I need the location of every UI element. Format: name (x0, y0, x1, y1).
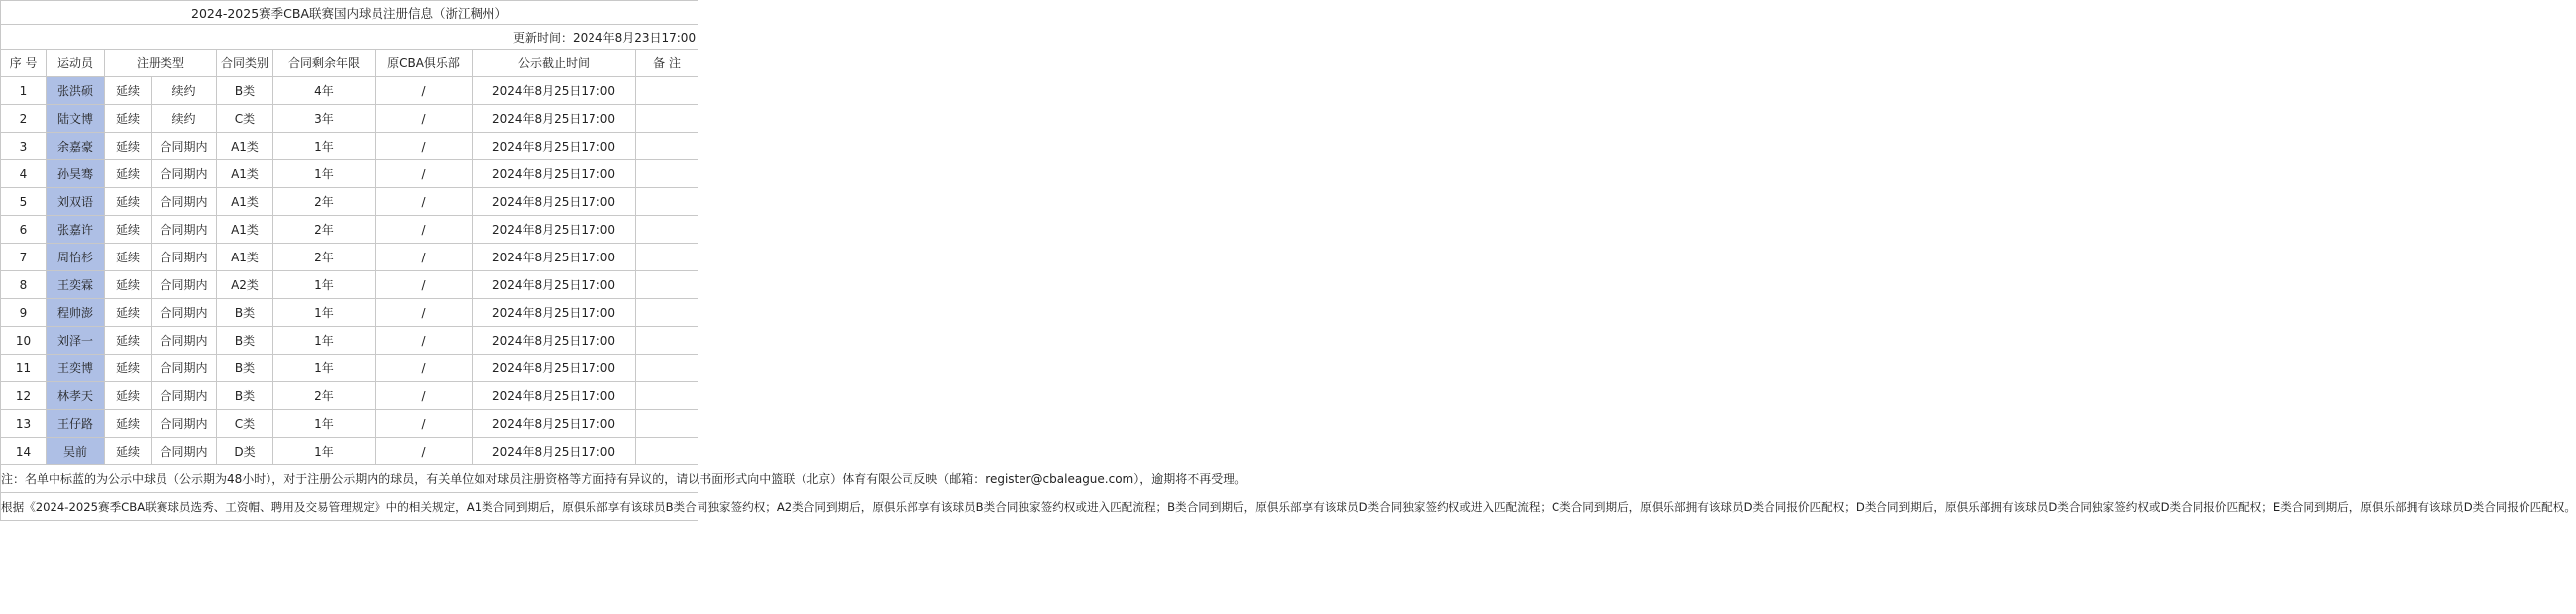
table-row (1, 105, 698, 133)
cell-remark (636, 271, 698, 299)
cell-former-club: / (376, 188, 473, 216)
cell-years: 2年 (273, 216, 376, 244)
cell-years: 1年 (273, 410, 376, 438)
cell-reg-sub: 合同期内 (152, 299, 217, 327)
cell-remark (636, 327, 698, 355)
table-row (1, 271, 698, 299)
cell-seq: 9 (1, 299, 47, 327)
cell-reg-sub: 合同期内 (152, 410, 217, 438)
cell-former-club: / (376, 271, 473, 299)
cell-player: 孙昊骞 (47, 160, 105, 188)
cell-seq: 14 (1, 438, 47, 465)
header-reg-type: 注册类型 (105, 50, 217, 77)
cell-reg-sub: 合同期内 (152, 216, 217, 244)
cell-years: 3年 (273, 105, 376, 133)
cell-reg-sub: 合同期内 (152, 188, 217, 216)
cell-seq: 7 (1, 244, 47, 271)
cell-player: 张嘉许 (47, 216, 105, 244)
cell-contract: B类 (217, 299, 273, 327)
cell-deadline: 2024年8月25日17:00 (473, 105, 636, 133)
cell-years: 2年 (273, 188, 376, 216)
cell-reg: 延续 (105, 105, 152, 133)
cell-seq: 5 (1, 188, 47, 216)
cell-contract: C类 (217, 105, 273, 133)
cell-player: 刘双语 (47, 188, 105, 216)
header-deadline: 公示截止时间 (473, 50, 636, 77)
cell-former-club: / (376, 244, 473, 271)
table-row (1, 244, 698, 271)
cell-years: 1年 (273, 355, 376, 382)
cell-player: 刘泽一 (47, 327, 105, 355)
cell-former-club: / (376, 327, 473, 355)
cell-years: 1年 (273, 438, 376, 465)
cell-reg-sub: 合同期内 (152, 133, 217, 160)
cell-deadline: 2024年8月25日17:00 (473, 438, 636, 465)
cell-years: 1年 (273, 160, 376, 188)
cell-remark (636, 410, 698, 438)
cell-player: 王仔路 (47, 410, 105, 438)
cell-reg: 延续 (105, 244, 152, 271)
cell-reg: 延续 (105, 216, 152, 244)
cell-remark (636, 188, 698, 216)
cell-player: 林孝天 (47, 382, 105, 410)
cell-remark (636, 244, 698, 271)
table-row (1, 133, 698, 160)
cell-reg: 延续 (105, 410, 152, 438)
cell-former-club: / (376, 299, 473, 327)
table-row (1, 355, 698, 382)
cell-deadline: 2024年8月25日17:00 (473, 299, 636, 327)
table-row (1, 438, 698, 465)
cell-reg: 延续 (105, 327, 152, 355)
cell-remark (636, 382, 698, 410)
cell-player: 程帅澎 (47, 299, 105, 327)
cell-former-club: / (376, 160, 473, 188)
cell-reg-sub: 合同期内 (152, 160, 217, 188)
page-title: 2024-2025赛季CBA联赛国内球员注册信息（浙江稠州） (1, 1, 698, 25)
cell-former-club: / (376, 382, 473, 410)
cell-reg: 延续 (105, 133, 152, 160)
cell-years: 2年 (273, 244, 376, 271)
cell-reg-sub: 合同期内 (152, 438, 217, 465)
cell-remark (636, 216, 698, 244)
table-row (1, 299, 698, 327)
cell-reg: 延续 (105, 299, 152, 327)
cell-contract: B类 (217, 327, 273, 355)
cell-former-club: / (376, 438, 473, 465)
cell-deadline: 2024年8月25日17:00 (473, 133, 636, 160)
cell-contract: B类 (217, 382, 273, 410)
cell-reg: 延续 (105, 271, 152, 299)
cell-reg-sub: 合同期内 (152, 244, 217, 271)
table-row (1, 77, 698, 105)
cell-reg-sub: 合同期内 (152, 382, 217, 410)
cell-player: 吴前 (47, 438, 105, 465)
cell-reg-sub: 续约 (152, 105, 217, 133)
header-years-left: 合同剩余年限 (273, 50, 376, 77)
cell-deadline: 2024年8月25日17:00 (473, 160, 636, 188)
table-row (1, 327, 698, 355)
cell-deadline: 2024年8月25日17:00 (473, 271, 636, 299)
cell-contract: B类 (217, 355, 273, 382)
cell-seq: 10 (1, 327, 47, 355)
cell-deadline: 2024年8月25日17:00 (473, 382, 636, 410)
cell-reg-sub: 续约 (152, 77, 217, 105)
cell-seq: 4 (1, 160, 47, 188)
cell-remark (636, 105, 698, 133)
cell-reg: 延续 (105, 355, 152, 382)
cell-years: 1年 (273, 327, 376, 355)
header-row (1, 50, 698, 77)
cell-player: 陆文博 (47, 105, 105, 133)
cell-reg-sub: 合同期内 (152, 355, 217, 382)
cell-remark (636, 438, 698, 465)
cell-reg-sub: 合同期内 (152, 327, 217, 355)
cell-deadline: 2024年8月25日17:00 (473, 355, 636, 382)
cell-contract: A1类 (217, 133, 273, 160)
cell-remark (636, 355, 698, 382)
cell-player: 周怡杉 (47, 244, 105, 271)
cell-seq: 3 (1, 133, 47, 160)
cell-reg: 延续 (105, 77, 152, 105)
cell-seq: 2 (1, 105, 47, 133)
note-text: 注：名单中标蓝的为公示中球员（公示期为48小时），对于注册公示期内的球员，有关单位如对球员注册资格等方面持有异议的，请以书面形式向中篮联（北京）体育有限公司反映（邮箱：register@cbaleague.com），逾期将不再受理。 (1, 465, 698, 493)
cell-seq: 13 (1, 410, 47, 438)
cell-player: 王奕博 (47, 355, 105, 382)
cell-deadline: 2024年8月25日17:00 (473, 244, 636, 271)
cell-remark (636, 133, 698, 160)
cell-contract: D类 (217, 438, 273, 465)
table-row (1, 188, 698, 216)
table-row (1, 382, 698, 410)
cell-contract: A1类 (217, 216, 273, 244)
table-row (1, 216, 698, 244)
cell-former-club: / (376, 216, 473, 244)
cell-reg: 延续 (105, 160, 152, 188)
cell-player: 余嘉豪 (47, 133, 105, 160)
cell-remark (636, 299, 698, 327)
table-row (1, 410, 698, 438)
cell-remark (636, 160, 698, 188)
table-row (1, 160, 698, 188)
cell-deadline: 2024年8月25日17:00 (473, 216, 636, 244)
cell-years: 1年 (273, 271, 376, 299)
cell-years: 4年 (273, 77, 376, 105)
cell-player: 张洪硕 (47, 77, 105, 105)
cell-seq: 11 (1, 355, 47, 382)
cell-contract: A1类 (217, 160, 273, 188)
cell-contract: A2类 (217, 271, 273, 299)
cell-seq: 8 (1, 271, 47, 299)
cell-former-club: / (376, 105, 473, 133)
cell-deadline: 2024年8月25日17:00 (473, 188, 636, 216)
rules-text: 根据《2024-2025赛季CBA联赛球员选秀、工资帽、聘用及交易管理规定》中的相关规定，A1类合同到期后，原俱乐部享有该球员B类合同独家签约权；A2类合同到期后，原俱乐部享有该球员B类合同独家签约权或进入匹配流程；B类合同到期后，原俱乐部享有该球员D类合同独家签约权或进入匹配流程；C类合同到期后，原俱乐部拥有该球员D类合同报价匹配权；D类合同到期后，原俱乐部拥有该球员D类合同独家签约权或D类合同报价匹配权；E类合同到期后，原俱乐部拥有该球员D类合同报价匹配权。 (1, 493, 698, 521)
cell-reg-sub: 合同期内 (152, 271, 217, 299)
header-seq: 序 号 (1, 50, 47, 77)
header-player: 运动员 (47, 50, 105, 77)
cell-contract: B类 (217, 77, 273, 105)
cell-former-club: / (376, 355, 473, 382)
cell-seq: 12 (1, 382, 47, 410)
cell-contract: C类 (217, 410, 273, 438)
cell-seq: 1 (1, 77, 47, 105)
header-contract-type: 合同类别 (217, 50, 273, 77)
cell-former-club: / (376, 410, 473, 438)
cell-former-club: / (376, 133, 473, 160)
header-former-club: 原CBA俱乐部 (376, 50, 473, 77)
cell-contract: A1类 (217, 188, 273, 216)
update-time: 更新时间：2024年8月23日17:00 (1, 25, 698, 50)
cell-contract: A1类 (217, 244, 273, 271)
cell-reg: 延续 (105, 382, 152, 410)
cell-reg: 延续 (105, 438, 152, 465)
cell-years: 1年 (273, 299, 376, 327)
cell-former-club: / (376, 77, 473, 105)
cell-remark (636, 77, 698, 105)
cell-deadline: 2024年8月25日17:00 (473, 77, 636, 105)
cell-deadline: 2024年8月25日17:00 (473, 327, 636, 355)
cell-player: 王奕霖 (47, 271, 105, 299)
cell-deadline: 2024年8月25日17:00 (473, 410, 636, 438)
cell-years: 1年 (273, 133, 376, 160)
cell-years: 2年 (273, 382, 376, 410)
cell-reg: 延续 (105, 188, 152, 216)
cell-seq: 6 (1, 216, 47, 244)
header-remark: 备 注 (636, 50, 698, 77)
